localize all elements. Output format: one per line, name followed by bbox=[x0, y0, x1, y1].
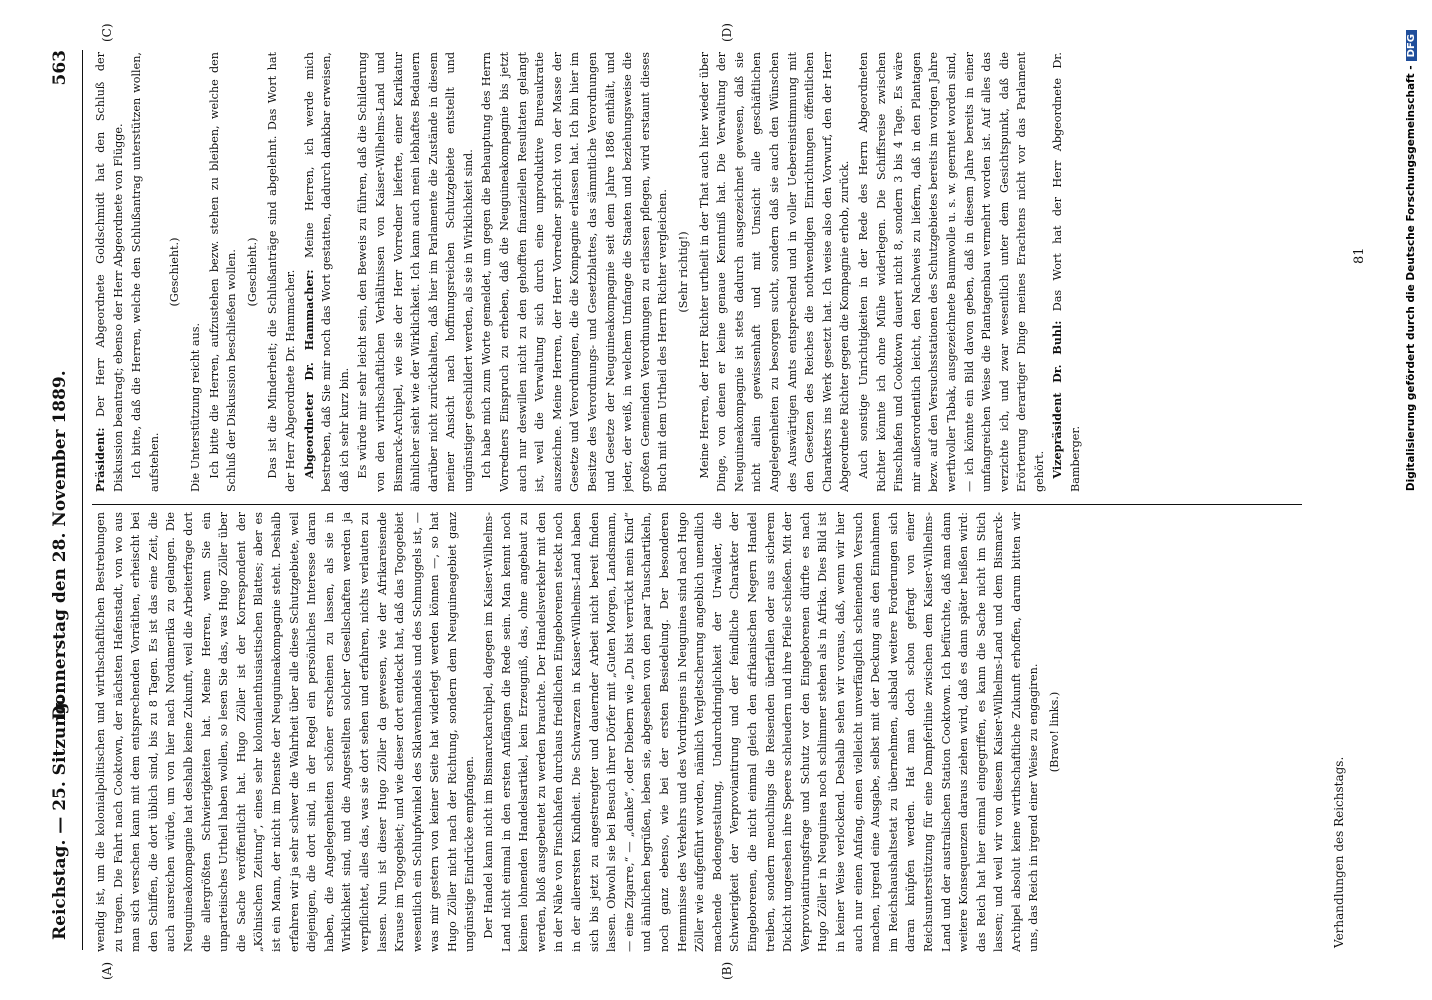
page-number: 563 bbox=[50, 50, 70, 86]
header-rule bbox=[82, 50, 83, 950]
margin-mark-b: (B) bbox=[720, 961, 734, 980]
digitization-note bbox=[1405, 30, 1417, 970]
dfg-logo: DFG bbox=[1406, 30, 1417, 61]
header-date: Donnerstag den 28. November 1889. bbox=[50, 370, 70, 720]
reaction-3: (Sehr richtig!) bbox=[677, 231, 690, 313]
column-divider bbox=[92, 504, 1302, 505]
margin-mark-c: (C) bbox=[100, 23, 114, 42]
president-statement bbox=[92, 52, 127, 492]
reaction-2: (Geschieht.) bbox=[245, 237, 259, 307]
hammacher-paragraph-4: Meine Herren, der Herr Richter urtheilt in der That auch hier wieder über Dinge, von denen er keine genaue Kenntniß hat. Die Verwaltung der Neuguineakompagnie ist stets dadurch ausgezeichnet gewesen, daß sie nicht allein gewissenhaft und mit Umsicht alle geschäftlichen Angelegenheiten zu besorgen sucht, sondern daß sie auch den Wünschen des Auswärtigen Amts entsprechend und in voller Uebereinstimmung mit den Gesetzen des Reiches die nothwendigen Einrichtungen öffentlichen Charakters ins Werk gesetzt hat. Ich weise also den Vorwurf, den der Herr Abgeordnete Richter gegen die Kompagnie erhob, zurück. bbox=[697, 52, 852, 492]
page-header bbox=[50, 50, 80, 950]
footer-sheet-number: 81 bbox=[1352, 247, 1367, 264]
left-column bbox=[92, 512, 1362, 952]
support-text: Die Unterstützung reicht aus. bbox=[188, 322, 202, 492]
left-paragraph-1: wendig ist, um die kolonialpolitischen und wirthschaftlichen Bestrebungen zu tragen. Die Fahrt nach Cooktown, der nächsten Hafenstadt, von wo aus man sich verschen kann mit dem entsprechenden Vorräthen, erheischt bei den Schiffen, die dort üblich sind, bis zu 8 Tagen. Es ist das eine Zeit, die auch ausreichen würde, um von hier nach Nordamerika zu gelangen. Die Neuguineakompagnie hat deshalb keine Zukunft, weil die Arbeiterfrage dort die allergrößten Schwierigkeiten hat. Meine Herren, wenn Sie ein unparteiisches Urtheil haben wollen, so lesen Sie das, was Hugo Zöller über die Sache veröffentlicht hat. Hugo Zöller ist der Korrespondent der „Kölnischen Zeitung“, eines sehr kolonialenthusiastischen Blattes; aber es ist ein Mann, der nicht im Dienste der Neuguineakompagnie steht. Deshalb erfahren wir ja sehr schwer die Wahrheit über alle diese Schutzgebiete, weil diejenigen, die dort sind, in der Regel ein persönliches Interesse daran haben, die Angelegenheiten schöner erscheinen zu lassen, als sie in Wirklichkeit sind, und die Angestellten solcher Gesellschaften werden ja verpflichtet, alles das, was sie dort sehen und erfahren, nichts verlauten zu lassen. Nun ist dieser Hugo Zöller da gewesen, wie der Afrikareisende Krause im Togogebiet; und wie dieser dort entdeckt hat, daß das Togogebiet wesentlich ein Schlupfwinkel des Sklavenhandels und des Schmuggels ist, — was mir gestern von keiner Seite hat widerlegt werden können —, so hat Hugo Zöller nicht nach der Richtung, sondern dem Neuguineagebiet ganz ungünstige Eindrücke empfangen. bbox=[94, 512, 477, 952]
footer-source: Verhandlungen des Reichstags. bbox=[1332, 756, 1346, 948]
hammacher-paragraph-5: Auch sonstige Unrichtigkeiten in der Rede des Herrn Abgeordneten Richter könnte ich ohne Mühe widerlegen. Die Schiffsreise zwischen Finschhafen und Cooktown dauert nicht 8, sondern 3 bis 4 Tage. Es wäre mir außerordentlich leicht, den Nachweis zu liefern, daß in den Plantagen bezw. auf den Versuchsstationen des Schutzgebietes bereits im vorigen Jahre werthvoller Tabak, ausgezeichnete Baumwolle u. s. w. geerntet worden sind, — ich könnte ein Bild davon geben, daß in diesem Jahre bereits in einer umfangreichen Weise die Plantagenbau vermehrt worden ist. Auf alles das verzichte ich, und zwar wesentlich unter dem Gesichtspunkt, daß die Erörterung derartiger Dinge meines Erachtens nicht vor das Parlament gehört. bbox=[856, 52, 1046, 492]
margin-mark-d: (D) bbox=[720, 23, 734, 42]
hammacher-paragraph-3: Ich habe mich zum Worte gemeldet, um gegen die Behauptung des Herrn Vorredners Einspruch zu erheben, daß die Neuguineakompagnie bis jetzt auch nur deswillen nicht zu den gehofften finanziellen Resultaten gelangt ist, weil die Verwaltung sich durch eine unproduktive Bureaukratie auszeichne. Meine Herren, der Herr Vorredner spricht von der Masse der Gesetze und Verordnungen, die die Kompagnie erlassen hat. Ich bin hier im Besitze des Verordnungs- und Gesetzblattes, das sämmtliche Verordnungen und Gesetze der Neuguineakompagnie seit dem Jahre 1886 enthält, und jeder, der weiß, in welchem Umfange die Staaten und beziehungsweise die großen Gemeinden Verordnungen zu erlassen pflegen, wird erstaunt dieses Buch mit dem Urtheil des Herrn Richter vergleichen. bbox=[480, 52, 670, 492]
president-statement-2: Ich bitte, daß die Herren, welche den Schlußantrag unterstützen wollen, aufstehen. bbox=[130, 52, 161, 492]
result-text: Das ist die Minderheit; die Schlußanträge sind abgelehnt. Das Wort hat der Herr Abgeordnete Dr. Hammacher. bbox=[266, 52, 297, 492]
right-column bbox=[92, 52, 1362, 492]
hammacher-paragraph-2: Es würde mir sehr leicht sein, den Beweis zu führen, daß die Schilderung von den wirthschaftlichen Verhältnissen von Kaiser-Wilhelms-Land und Bismarck-Archipel, wie sie der Herr Vorredner lieferte, einer Karikatur ähnlicher sieht wie der Wirklichkeit. Ich kann auch mein lebhaftes Bedauern darüber nicht zurückhalten, daß hier im Parlamente die Zustände in diesem meiner Ansicht nach hoffnungsreichen Schutzgebiete entstellt und ungünstiger geschildert werden, als sie in Wirklichkeit sind. bbox=[356, 52, 475, 492]
president-text: Der Herr Abgeordnete Goldschmidt hat den Schluß der Diskussion beantragt; ebenso der Herr Abgeordnete von Flügge. bbox=[94, 52, 125, 492]
vice-president-statement bbox=[1049, 52, 1084, 492]
dfg-text: Digitalisierung gefördert durch die Deutsche Forschungsgemeinschaft - bbox=[1405, 65, 1417, 492]
speaker-vice-president: Vizepräsident Dr. Buhl: bbox=[1050, 320, 1065, 479]
applause-note: (Bravo! links.) bbox=[1048, 691, 1062, 773]
hammacher-paragraph-1 bbox=[301, 52, 354, 492]
left-paragraph-2: Der Handel kann nicht im Bismarckarchipel, dagegen im Kaiser-Wilhelms-Land nicht einmal in den ersten Anfängen die Rede sein. Man kennt noch keinen lohnenden Handelsartikel, kein Erzeugniß, das, ohne angebaut zu werden, bloß ausgebeutet zu werden brauchte. Der Handelsverkehr mit den in der Nähe von Finschhafen durchaus friedlichen Eingeborenen steckt noch in der allerersten Kindheit. Die Schwarzen in Kaiser-Wilhelms-Land haben sich bis jetzt zu angestrengter und dauernder Arbeit nicht bereit finden lassen. Obwohl sie bei Besuch ihrer Dörfer mit „Guten Morgen, Landsmann, — eine Zigarre,“ — „danke“, oder Diebern wie „Du bist verrückt mein Kind“ und ähnlichen begrüßen, leben sie, abgesehen von den paar Tauschartikeln, noch ganz ebenso, wie bei der ersten Besiedelung. Der besonderen Hemmnisse des Verkehrs und des Vordringens in Neuguinea sind nach Hugo Zöller wie aufgeführt worden, nämlich Vergletscherung angeblich unendlich machende Bodengestaltung, Undurchdringlichkeit der Urwälder, die Schwierigkeit der Verproviantirung und der feindliche Charakter der Eingeborenen, die nicht einmal gleich den afrikanischen Negern Handel treiben, sondern meuchlings die Reisenden überfallen oder aus sicherem Dickicht ungesehen ihre Speere schleudern und ihre Pfeile schießen. Mit der Verproviantirungsfrage und Schutz vor den Eingeborenen dürfte es nach Hugo Zöller in Neuguinea noch schlimmer stehen als in Afrika. Dies Bild ist in keiner Weise verlockend. Deshalb sehen wir voraus, daß, wenn wir hier auch nur einen Anfang, einen vielleicht unverfänglich scheinenden Versuch machen, irgend eine Ausgabe, selbst mit der Deckung aus den Einnahmen im Reichshaushaltsetat zu übernehmen, alsbald weitere Forderungen sich daran knüpfen werden. Hat man doch schon gefragt von einer Reichsunterstützung für eine Dampferlinie zwischen dem Kaiser-Wilhelms-Land und der australischen Station Cooktown. Ich befürchte, daß man dann weitere Konsequenzen daraus ziehen wird, daß es dann später heißen wird: das Reich hat hier einmal eingegriffen, es kann die Sache nicht im Stich lassen; und weil wir von diesem Kaiser-Wilhelms-Land und dem Bismarck-Archipel absolut keine wirthschaftliche Zukunft erhoffen, darum bitten wir uns, das Reich in irgend einer Weise zu engagiren. bbox=[482, 512, 1041, 952]
margin-mark-a: (A) bbox=[100, 961, 114, 980]
reaction-1: (Geschieht.) bbox=[168, 237, 182, 307]
vice-president-text: Das Wort hat der Herr Abgeordnete Dr. Bamberger. bbox=[1051, 52, 1083, 492]
vote-text: Ich bitte die Herren, aufzustehen bezw. stehen zu bleiben, welche den Schluß der Diskussion beschließen wollen. bbox=[207, 52, 239, 492]
speaker-hammacher: Abgeordneter Dr. Hammacher: bbox=[301, 269, 316, 479]
speaker-president: Präsident: bbox=[93, 427, 107, 492]
header-left: Reichstag. — 25. Sitzung. bbox=[50, 696, 70, 940]
hammacher-text-1: Meine Herren, ich werde mich bestreben, daß Sie mir noch das Wort gestatten, dadurch dankbar erweisen, daß ich sehr kurz bin. bbox=[302, 52, 351, 492]
